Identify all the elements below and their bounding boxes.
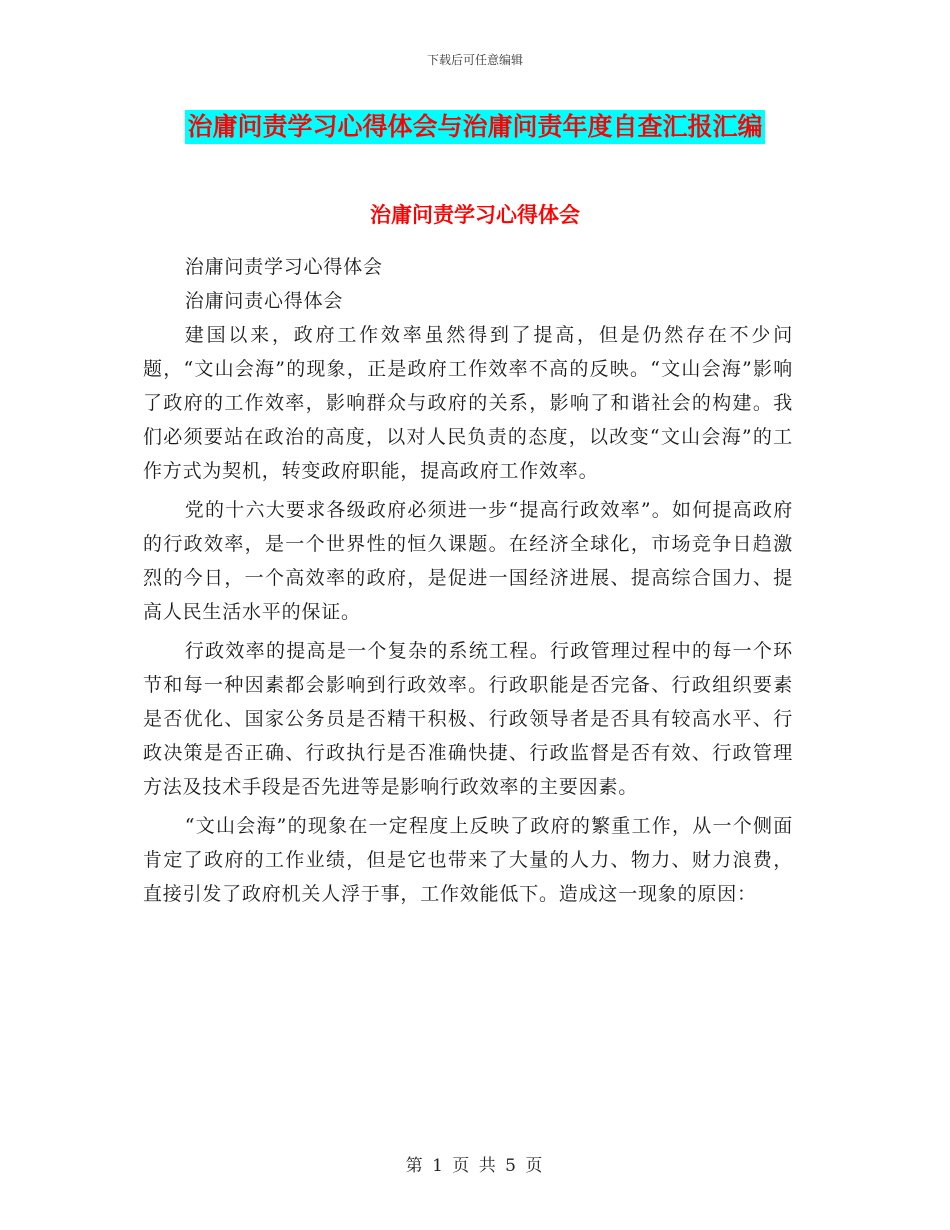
page-number-footer: 第 1 页 共 5 页 <box>405 1156 545 1176</box>
paragraph-3: 建国以来，政府工作效率虽然得到了提高，但是仍然存在不少问题，“文山会海”的现象，正是政府工作效率不高的反映。“文山会海”影响了政府的工作效率，影响群众与政府的关系，影响了和谐社会的构建。我们必须要站在政治的高度，以对人民负责的态度，以改变“文山会海”的工作方式为契机，转变政府职能，提高政府工作效率。 <box>143 324 793 482</box>
page-header-note: 下载后可任意编辑 <box>426 53 523 67</box>
paragraph-2: 治庸问责心得体会 <box>184 290 344 312</box>
paragraph-1: 治庸问责学习心得体会 <box>184 256 383 278</box>
section-title: 治庸问责学习心得体会 <box>370 202 580 227</box>
paragraph-4: 党的十六大要求各级政府必须进一步“提高行政效率”。如何提高政府的行政效率，是一个世界性的恒久课题。在经济全球化，市场竞争日趋激烈的今日，一个高效率的政府，是促进一国经济进展、提高综合国力、提高人民生活水平的保证。 <box>143 499 793 623</box>
paragraph-5: 行政效率的提高是一个复杂的系统工程。行政管理过程中的每一个环节和每一种因素都会影响到行政效率。行政职能是否完备、行政组织要素是否优化、国家公务员是否精干积极、行政领导者是否具有较高水平、行政决策是否正确、行政执行是否准确快捷、行政监督是否有效、行政管理方法及技术手段是否先进等是影响行政效率的主要因素。 <box>143 640 793 798</box>
document-title: 治庸问责学习心得体会与治庸问责年度自查汇报汇编 <box>185 110 764 144</box>
document-body <box>143 250 793 911</box>
paragraph-6: “文山会海”的现象在一定程度上反映了政府的繁重工作，从一个侧面肯定了政府的工作业绩，但是它也带来了大量的人力、物力、财力浪费，直接引发了政府机关人浮于事，工作效能低下。造成这一现象的原因： <box>143 815 793 905</box>
document-title-container <box>0 110 950 144</box>
